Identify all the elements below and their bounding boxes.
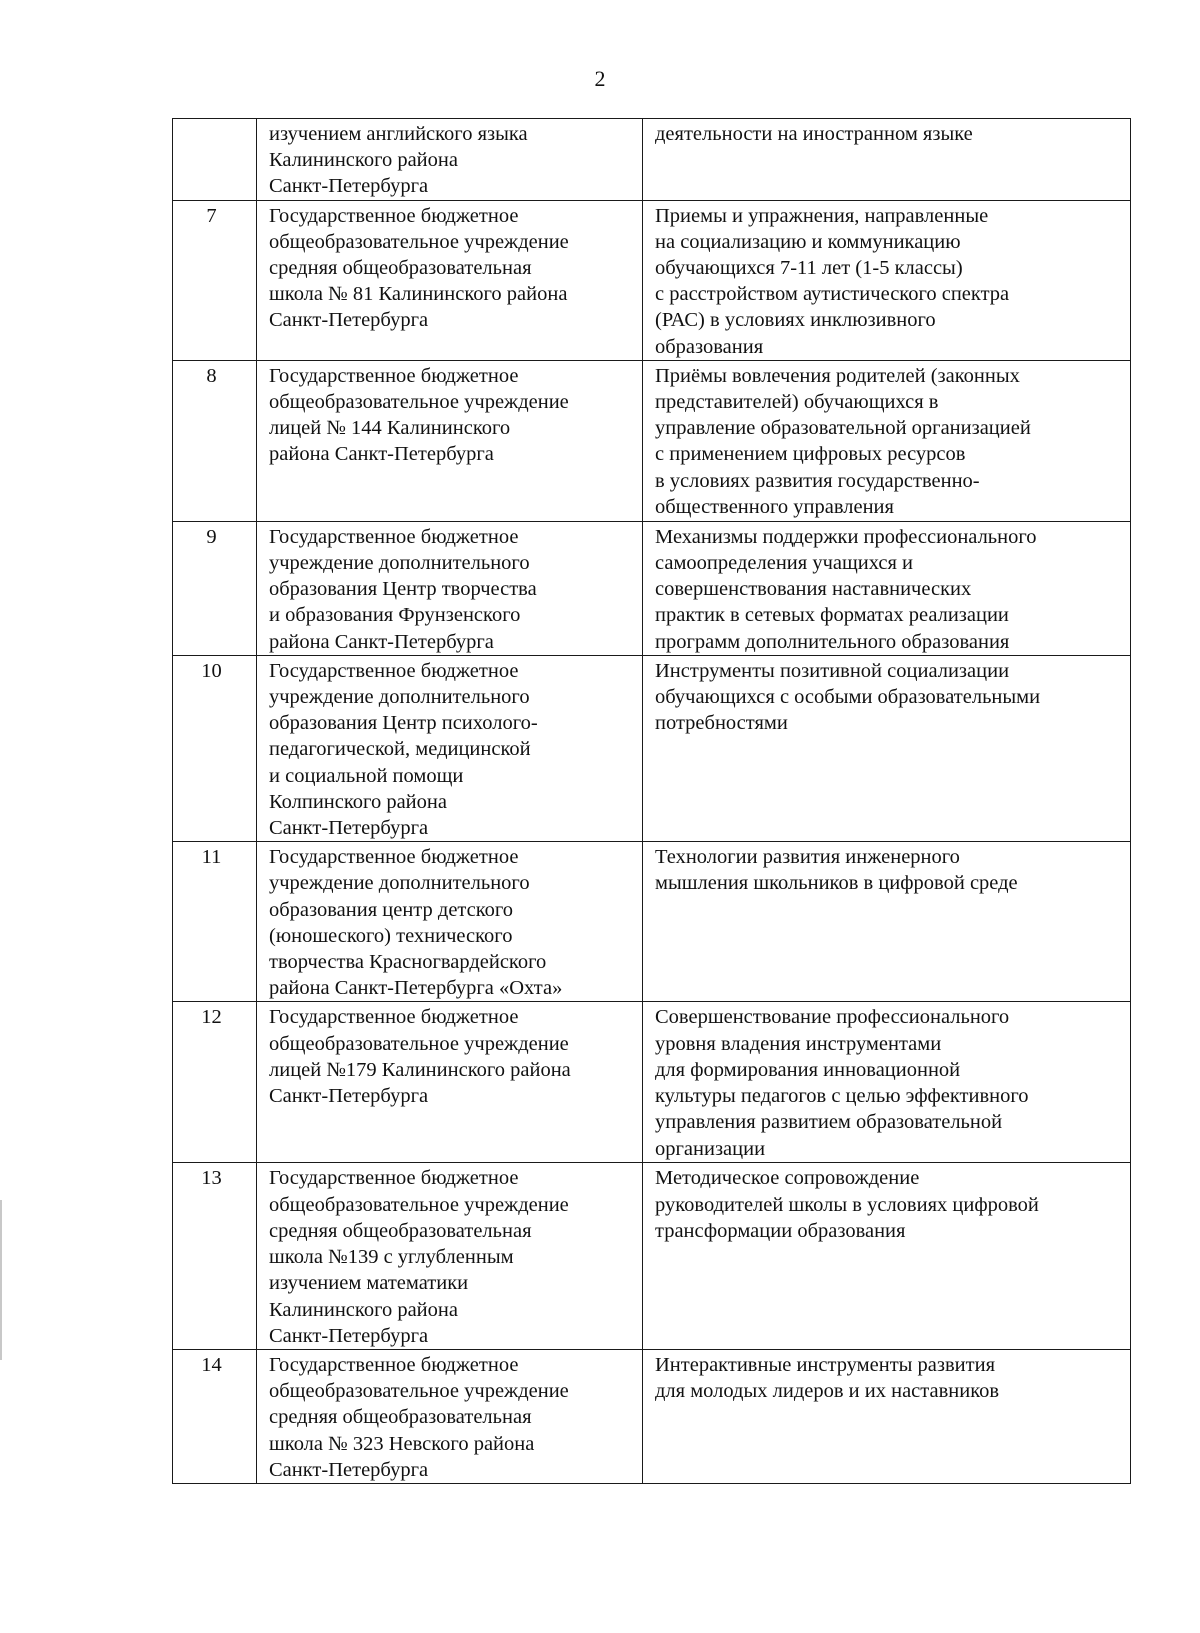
table-row (173, 842, 1131, 1002)
topic-text: Совершенствование профессионального уровня владения инструментами для формирования инновационной культуры педагогов с целью эффективного управления развитием образовательной организации (643, 1002, 1131, 1163)
institution-name: Государственное бюджетное учреждение дополнительного образования Центр психолого- педагогической, медицинской и социальной помощи Колпинского района Санкт-Петербурга (257, 655, 643, 841)
institution-name: Государственное бюджетное общеобразовательное учреждение лицей № 144 Калининского района Санкт-Петербурга (257, 360, 643, 521)
institution-name: Государственное бюджетное общеобразовательное учреждение средняя общеобразовательная школа №139 с углубленным изучением математики Калининского района Санкт-Петербурга (257, 1163, 643, 1349)
topic-text: деятельности на иностранном языке (643, 119, 1131, 201)
row-number: 10 (173, 655, 257, 841)
table-row (173, 655, 1131, 841)
topic-text: Механизмы поддержки профессионального самоопределения учащихся и совершенствования наставнических практик в сетевых форматах реализации программ дополнительного образования (643, 521, 1131, 655)
table-row (173, 200, 1131, 360)
table-row (173, 521, 1131, 655)
row-number: 7 (173, 200, 257, 360)
table-row (173, 119, 1131, 201)
table-row (173, 1163, 1131, 1349)
institution-name: изучением английского языка Калининского района Санкт-Петербурга (257, 119, 643, 201)
institution-name: Государственное бюджетное общеобразовательное учреждение лицей №179 Калининского района Санкт-Петербурга (257, 1002, 643, 1163)
table-row (173, 360, 1131, 521)
table-row (173, 1002, 1131, 1163)
table-row (173, 1349, 1131, 1483)
institution-name: Государственное бюджетное учреждение дополнительного образования Центр творчества и образования Фрунзенского района Санкт-Петербурга (257, 521, 643, 655)
institution-name: Государственное бюджетное общеобразовательное учреждение средняя общеобразовательная школа № 323 Невского района Санкт-Петербурга (257, 1349, 643, 1483)
institutions-table (172, 118, 1131, 1484)
page-number: 2 (594, 66, 606, 91)
topic-text: Приёмы вовлечения родителей (законных представителей) обучающихся в управление образовательной организацией с применением цифровых ресурсов в условиях развития государственно- общественного управления (643, 360, 1131, 521)
row-number: 9 (173, 521, 257, 655)
topic-text: Методическое сопровождение руководителей школы в условиях цифровой трансформации образования (643, 1163, 1131, 1349)
row-number: 14 (173, 1349, 257, 1483)
row-number: 11 (173, 842, 257, 1002)
row-number (173, 119, 257, 201)
row-number: 12 (173, 1002, 257, 1163)
topic-text: Приемы и упражнения, направленные на социализацию и коммуникацию обучающихся 7-11 лет (1-5 классы) с расстройством аутистического спектра (РАС) в условиях инклюзивного образования (643, 200, 1131, 360)
row-number: 13 (173, 1163, 257, 1349)
institution-name: Государственное бюджетное общеобразовательное учреждение средняя общеобразовательная школа № 81 Калининского района Санкт-Петербурга (257, 200, 643, 360)
row-number: 8 (173, 360, 257, 521)
scan-edge-artifact (0, 1200, 2, 1360)
institution-name: Государственное бюджетное учреждение дополнительного образования центр детского (юношеского) технического творчества Красногвардейского района Санкт-Петербурга «Охта» (257, 842, 643, 1002)
topic-text: Инструменты позитивной социализации обучающихся с особыми образовательными потребностями (643, 655, 1131, 841)
topic-text: Интерактивные инструменты развития для молодых лидеров и их наставников (643, 1349, 1131, 1483)
topic-text: Технологии развития инженерного мышления школьников в цифровой среде (643, 842, 1131, 1002)
